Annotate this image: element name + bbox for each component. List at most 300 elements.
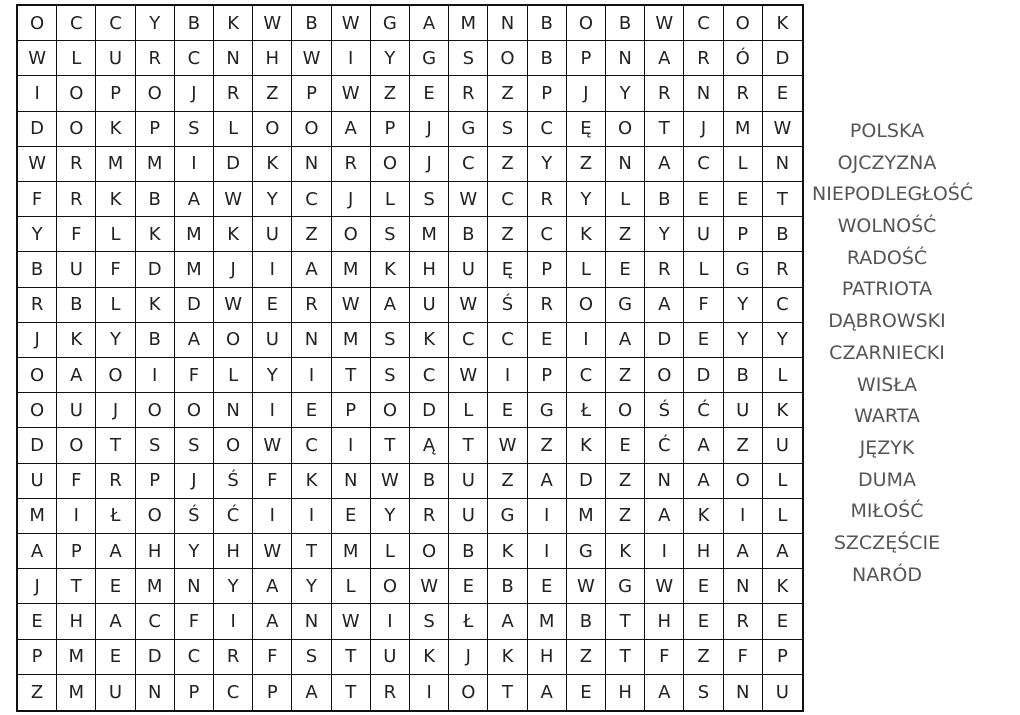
grid-cell-r1-c6[interactable]: K xyxy=(214,6,253,41)
grid-cell-r7-c10[interactable]: S xyxy=(371,217,410,252)
grid-cell-r10-c10[interactable]: S xyxy=(371,323,410,358)
grid-cell-r9-c1[interactable]: R xyxy=(18,288,57,323)
grid-cell-r19-c20[interactable]: P xyxy=(763,640,802,675)
grid-cell-r13-c19[interactable]: Z xyxy=(724,428,763,463)
grid-cell-r18-c19[interactable]: R xyxy=(724,604,763,639)
grid-cell-r1-c15[interactable]: O xyxy=(567,6,606,41)
grid-cell-r11-c16[interactable]: Z xyxy=(606,358,645,393)
grid-cell-r18-c10[interactable]: I xyxy=(371,604,410,639)
grid-cell-r2-c5[interactable]: C xyxy=(175,41,214,76)
grid-cell-r6-c17[interactable]: B xyxy=(645,182,684,217)
grid-cell-r1-c18[interactable]: C xyxy=(684,6,723,41)
grid-cell-r14-c1[interactable]: U xyxy=(18,464,57,499)
grid-cell-r6-c7[interactable]: Y xyxy=(253,182,292,217)
grid-cell-r1-c11[interactable]: A xyxy=(410,6,449,41)
grid-cell-r8-c18[interactable]: L xyxy=(684,252,723,287)
grid-cell-r5-c7[interactable]: K xyxy=(253,147,292,182)
grid-cell-r14-c15[interactable]: D xyxy=(567,464,606,499)
grid-cell-r4-c20[interactable]: W xyxy=(763,112,802,147)
grid-cell-r10-c1[interactable]: J xyxy=(18,323,57,358)
grid-cell-r11-c5[interactable]: F xyxy=(175,358,214,393)
grid-cell-r18-c20[interactable]: E xyxy=(763,604,802,639)
grid-cell-r12-c11[interactable]: D xyxy=(410,393,449,428)
grid-cell-r12-c1[interactable]: O xyxy=(18,393,57,428)
grid-cell-r4-c15[interactable]: Ę xyxy=(567,112,606,147)
grid-cell-r8-c9[interactable]: M xyxy=(332,252,371,287)
grid-cell-r16-c16[interactable]: K xyxy=(606,534,645,569)
grid-cell-r20-c11[interactable]: I xyxy=(410,675,449,710)
grid-cell-r20-c13[interactable]: T xyxy=(488,675,527,710)
grid-cell-r13-c4[interactable]: S xyxy=(136,428,175,463)
grid-cell-r19-c13[interactable]: K xyxy=(488,640,527,675)
grid-cell-r16-c2[interactable]: P xyxy=(57,534,96,569)
grid-cell-r11-c12[interactable]: W xyxy=(449,358,488,393)
grid-cell-r8-c1[interactable]: B xyxy=(18,252,57,287)
grid-cell-r4-c1[interactable]: D xyxy=(18,112,57,147)
grid-cell-r15-c5[interactable]: Ś xyxy=(175,499,214,534)
grid-cell-r17-c14[interactable]: E xyxy=(528,569,567,604)
grid-cell-r15-c15[interactable]: M xyxy=(567,499,606,534)
grid-cell-r19-c18[interactable]: Z xyxy=(684,640,723,675)
grid-cell-r13-c20[interactable]: U xyxy=(763,428,802,463)
grid-cell-r15-c11[interactable]: R xyxy=(410,499,449,534)
grid-cell-r19-c6[interactable]: R xyxy=(214,640,253,675)
grid-cell-r4-c13[interactable]: S xyxy=(488,112,527,147)
grid-cell-r20-c3[interactable]: U xyxy=(96,675,135,710)
grid-cell-r1-c16[interactable]: B xyxy=(606,6,645,41)
grid-cell-r4-c16[interactable]: O xyxy=(606,112,645,147)
grid-cell-r18-c15[interactable]: B xyxy=(567,604,606,639)
grid-cell-r11-c2[interactable]: A xyxy=(57,358,96,393)
grid-cell-r10-c8[interactable]: N xyxy=(292,323,331,358)
grid-cell-r1-c17[interactable]: W xyxy=(645,6,684,41)
grid-cell-r2-c17[interactable]: A xyxy=(645,41,684,76)
grid-cell-r4-c11[interactable]: J xyxy=(410,112,449,147)
grid-cell-r18-c6[interactable]: I xyxy=(214,604,253,639)
grid-cell-r14-c11[interactable]: B xyxy=(410,464,449,499)
grid-cell-r20-c15[interactable]: E xyxy=(567,675,606,710)
grid-cell-r15-c4[interactable]: O xyxy=(136,499,175,534)
grid-cell-r7-c19[interactable]: P xyxy=(724,217,763,252)
grid-cell-r5-c14[interactable]: Y xyxy=(528,147,567,182)
grid-cell-r3-c10[interactable]: Z xyxy=(371,76,410,111)
grid-cell-r7-c1[interactable]: Y xyxy=(18,217,57,252)
grid-cell-r16-c15[interactable]: G xyxy=(567,534,606,569)
grid-cell-r14-c4[interactable]: P xyxy=(136,464,175,499)
grid-cell-r5-c12[interactable]: C xyxy=(449,147,488,182)
grid-cell-r8-c6[interactable]: J xyxy=(214,252,253,287)
grid-cell-r6-c8[interactable]: C xyxy=(292,182,331,217)
grid-cell-r7-c2[interactable]: F xyxy=(57,217,96,252)
grid-cell-r10-c4[interactable]: B xyxy=(136,323,175,358)
grid-cell-r7-c15[interactable]: K xyxy=(567,217,606,252)
grid-cell-r15-c19[interactable]: I xyxy=(724,499,763,534)
grid-cell-r8-c3[interactable]: F xyxy=(96,252,135,287)
grid-cell-r10-c19[interactable]: Y xyxy=(724,323,763,358)
grid-cell-r12-c13[interactable]: E xyxy=(488,393,527,428)
grid-cell-r7-c7[interactable]: U xyxy=(253,217,292,252)
grid-cell-r12-c19[interactable]: U xyxy=(724,393,763,428)
grid-cell-r9-c10[interactable]: A xyxy=(371,288,410,323)
grid-cell-r8-c7[interactable]: I xyxy=(253,252,292,287)
grid-cell-r2-c13[interactable]: O xyxy=(488,41,527,76)
grid-cell-r10-c17[interactable]: D xyxy=(645,323,684,358)
grid-cell-r9-c15[interactable]: O xyxy=(567,288,606,323)
grid-cell-r18-c5[interactable]: F xyxy=(175,604,214,639)
grid-cell-r1-c8[interactable]: B xyxy=(292,6,331,41)
grid-cell-r20-c16[interactable]: H xyxy=(606,675,645,710)
grid-cell-r5-c18[interactable]: C xyxy=(684,147,723,182)
grid-cell-r20-c1[interactable]: Z xyxy=(18,675,57,710)
grid-cell-r10-c14[interactable]: E xyxy=(528,323,567,358)
grid-cell-r14-c17[interactable]: N xyxy=(645,464,684,499)
grid-cell-r18-c11[interactable]: S xyxy=(410,604,449,639)
grid-cell-r3-c14[interactable]: P xyxy=(528,76,567,111)
grid-cell-r11-c17[interactable]: O xyxy=(645,358,684,393)
grid-cell-r15-c13[interactable]: G xyxy=(488,499,527,534)
grid-cell-r13-c9[interactable]: I xyxy=(332,428,371,463)
grid-cell-r2-c3[interactable]: U xyxy=(96,41,135,76)
grid-cell-r20-c14[interactable]: A xyxy=(528,675,567,710)
grid-cell-r16-c12[interactable]: B xyxy=(449,534,488,569)
grid-cell-r9-c19[interactable]: Y xyxy=(724,288,763,323)
grid-cell-r1-c14[interactable]: B xyxy=(528,6,567,41)
grid-cell-r13-c10[interactable]: T xyxy=(371,428,410,463)
grid-cell-r18-c12[interactable]: Ł xyxy=(449,604,488,639)
grid-cell-r20-c12[interactable]: O xyxy=(449,675,488,710)
grid-cell-r6-c3[interactable]: K xyxy=(96,182,135,217)
grid-cell-r9-c17[interactable]: A xyxy=(645,288,684,323)
grid-cell-r20-c2[interactable]: M xyxy=(57,675,96,710)
grid-cell-r4-c7[interactable]: O xyxy=(253,112,292,147)
grid-cell-r19-c7[interactable]: F xyxy=(253,640,292,675)
grid-cell-r10-c7[interactable]: U xyxy=(253,323,292,358)
grid-cell-r2-c7[interactable]: H xyxy=(253,41,292,76)
grid-cell-r7-c12[interactable]: B xyxy=(449,217,488,252)
grid-cell-r13-c8[interactable]: C xyxy=(292,428,331,463)
grid-cell-r12-c15[interactable]: Ł xyxy=(567,393,606,428)
grid-cell-r19-c2[interactable]: M xyxy=(57,640,96,675)
grid-cell-r4-c17[interactable]: T xyxy=(645,112,684,147)
grid-cell-r12-c6[interactable]: N xyxy=(214,393,253,428)
grid-cell-r16-c17[interactable]: I xyxy=(645,534,684,569)
grid-cell-r2-c10[interactable]: Y xyxy=(371,41,410,76)
grid-cell-r1-c13[interactable]: N xyxy=(488,6,527,41)
grid-cell-r8-c11[interactable]: H xyxy=(410,252,449,287)
grid-cell-r11-c10[interactable]: S xyxy=(371,358,410,393)
grid-cell-r19-c1[interactable]: P xyxy=(18,640,57,675)
grid-cell-r2-c14[interactable]: B xyxy=(528,41,567,76)
grid-cell-r19-c8[interactable]: S xyxy=(292,640,331,675)
grid-cell-r18-c2[interactable]: H xyxy=(57,604,96,639)
grid-cell-r9-c18[interactable]: F xyxy=(684,288,723,323)
grid-cell-r7-c14[interactable]: C xyxy=(528,217,567,252)
grid-cell-r12-c16[interactable]: O xyxy=(606,393,645,428)
grid-cell-r6-c5[interactable]: A xyxy=(175,182,214,217)
grid-cell-r12-c17[interactable]: Ś xyxy=(645,393,684,428)
grid-cell-r13-c16[interactable]: E xyxy=(606,428,645,463)
grid-cell-r3-c16[interactable]: Y xyxy=(606,76,645,111)
grid-cell-r4-c8[interactable]: O xyxy=(292,112,331,147)
grid-cell-r14-c5[interactable]: J xyxy=(175,464,214,499)
grid-cell-r14-c7[interactable]: F xyxy=(253,464,292,499)
grid-cell-r8-c4[interactable]: D xyxy=(136,252,175,287)
grid-cell-r6-c6[interactable]: W xyxy=(214,182,253,217)
grid-cell-r20-c9[interactable]: T xyxy=(332,675,371,710)
grid-cell-r19-c11[interactable]: K xyxy=(410,640,449,675)
grid-cell-r16-c1[interactable]: A xyxy=(18,534,57,569)
grid-cell-r2-c16[interactable]: N xyxy=(606,41,645,76)
grid-cell-r10-c16[interactable]: A xyxy=(606,323,645,358)
grid-cell-r12-c10[interactable]: O xyxy=(371,393,410,428)
grid-cell-r11-c4[interactable]: I xyxy=(136,358,175,393)
grid-cell-r9-c6[interactable]: W xyxy=(214,288,253,323)
grid-cell-r3-c7[interactable]: Z xyxy=(253,76,292,111)
grid-cell-r17-c1[interactable]: J xyxy=(18,569,57,604)
grid-cell-r15-c14[interactable]: I xyxy=(528,499,567,534)
grid-cell-r6-c14[interactable]: R xyxy=(528,182,567,217)
grid-cell-r18-c9[interactable]: W xyxy=(332,604,371,639)
grid-cell-r7-c9[interactable]: O xyxy=(332,217,371,252)
grid-cell-r9-c5[interactable]: D xyxy=(175,288,214,323)
grid-cell-r3-c2[interactable]: O xyxy=(57,76,96,111)
grid-cell-r4-c14[interactable]: C xyxy=(528,112,567,147)
grid-cell-r9-c2[interactable]: B xyxy=(57,288,96,323)
grid-cell-r19-c19[interactable]: F xyxy=(724,640,763,675)
grid-cell-r5-c3[interactable]: M xyxy=(96,147,135,182)
grid-cell-r8-c15[interactable]: L xyxy=(567,252,606,287)
grid-cell-r6-c18[interactable]: E xyxy=(684,182,723,217)
grid-cell-r14-c20[interactable]: L xyxy=(763,464,802,499)
grid-cell-r18-c14[interactable]: M xyxy=(528,604,567,639)
grid-cell-r10-c3[interactable]: Y xyxy=(96,323,135,358)
grid-cell-r11-c15[interactable]: C xyxy=(567,358,606,393)
grid-cell-r17-c8[interactable]: Y xyxy=(292,569,331,604)
grid-cell-r2-c18[interactable]: R xyxy=(684,41,723,76)
grid-cell-r4-c9[interactable]: A xyxy=(332,112,371,147)
grid-cell-r5-c5[interactable]: I xyxy=(175,147,214,182)
grid-cell-r14-c19[interactable]: O xyxy=(724,464,763,499)
grid-cell-r14-c3[interactable]: R xyxy=(96,464,135,499)
grid-cell-r16-c7[interactable]: W xyxy=(253,534,292,569)
grid-cell-r9-c7[interactable]: E xyxy=(253,288,292,323)
grid-cell-r5-c9[interactable]: R xyxy=(332,147,371,182)
grid-cell-r3-c5[interactable]: J xyxy=(175,76,214,111)
grid-cell-r11-c1[interactable]: O xyxy=(18,358,57,393)
grid-cell-r8-c5[interactable]: M xyxy=(175,252,214,287)
grid-cell-r1-c12[interactable]: M xyxy=(449,6,488,41)
grid-cell-r14-c2[interactable]: F xyxy=(57,464,96,499)
grid-cell-r16-c4[interactable]: H xyxy=(136,534,175,569)
grid-cell-r15-c8[interactable]: I xyxy=(292,499,331,534)
grid-cell-r3-c6[interactable]: R xyxy=(214,76,253,111)
grid-cell-r17-c15[interactable]: W xyxy=(567,569,606,604)
grid-cell-r19-c14[interactable]: H xyxy=(528,640,567,675)
grid-cell-r7-c20[interactable]: B xyxy=(763,217,802,252)
grid-cell-r15-c6[interactable]: Ć xyxy=(214,499,253,534)
grid-cell-r17-c4[interactable]: M xyxy=(136,569,175,604)
grid-cell-r11-c13[interactable]: I xyxy=(488,358,527,393)
grid-cell-r15-c9[interactable]: E xyxy=(332,499,371,534)
grid-cell-r6-c1[interactable]: F xyxy=(18,182,57,217)
grid-cell-r9-c14[interactable]: R xyxy=(528,288,567,323)
grid-cell-r17-c2[interactable]: T xyxy=(57,569,96,604)
grid-cell-r19-c16[interactable]: T xyxy=(606,640,645,675)
grid-cell-r10-c2[interactable]: K xyxy=(57,323,96,358)
grid-cell-r14-c10[interactable]: W xyxy=(371,464,410,499)
grid-cell-r12-c3[interactable]: J xyxy=(96,393,135,428)
grid-cell-r11-c14[interactable]: P xyxy=(528,358,567,393)
grid-cell-r7-c4[interactable]: K xyxy=(136,217,175,252)
grid-cell-r2-c11[interactable]: G xyxy=(410,41,449,76)
grid-cell-r18-c8[interactable]: N xyxy=(292,604,331,639)
grid-cell-r12-c12[interactable]: L xyxy=(449,393,488,428)
grid-cell-r14-c8[interactable]: K xyxy=(292,464,331,499)
grid-cell-r2-c1[interactable]: W xyxy=(18,41,57,76)
grid-cell-r19-c17[interactable]: F xyxy=(645,640,684,675)
grid-cell-r5-c20[interactable]: N xyxy=(763,147,802,182)
grid-cell-r18-c16[interactable]: T xyxy=(606,604,645,639)
grid-cell-r6-c13[interactable]: C xyxy=(488,182,527,217)
grid-cell-r13-c12[interactable]: T xyxy=(449,428,488,463)
grid-cell-r7-c17[interactable]: Y xyxy=(645,217,684,252)
grid-cell-r15-c20[interactable]: L xyxy=(763,499,802,534)
grid-cell-r2-c8[interactable]: W xyxy=(292,41,331,76)
grid-cell-r12-c2[interactable]: U xyxy=(57,393,96,428)
grid-cell-r5-c2[interactable]: R xyxy=(57,147,96,182)
grid-cell-r6-c16[interactable]: L xyxy=(606,182,645,217)
grid-cell-r15-c1[interactable]: M xyxy=(18,499,57,534)
grid-cell-r10-c12[interactable]: C xyxy=(449,323,488,358)
grid-cell-r3-c17[interactable]: R xyxy=(645,76,684,111)
grid-cell-r3-c12[interactable]: R xyxy=(449,76,488,111)
grid-cell-r5-c6[interactable]: D xyxy=(214,147,253,182)
grid-cell-r12-c14[interactable]: G xyxy=(528,393,567,428)
grid-cell-r13-c2[interactable]: O xyxy=(57,428,96,463)
grid-cell-r9-c8[interactable]: R xyxy=(292,288,331,323)
grid-cell-r9-c9[interactable]: W xyxy=(332,288,371,323)
grid-cell-r14-c14[interactable]: A xyxy=(528,464,567,499)
grid-cell-r15-c12[interactable]: U xyxy=(449,499,488,534)
grid-cell-r1-c19[interactable]: O xyxy=(724,6,763,41)
grid-cell-r19-c4[interactable]: D xyxy=(136,640,175,675)
grid-cell-r15-c7[interactable]: I xyxy=(253,499,292,534)
grid-cell-r8-c16[interactable]: E xyxy=(606,252,645,287)
grid-cell-r7-c8[interactable]: Z xyxy=(292,217,331,252)
grid-cell-r17-c20[interactable]: K xyxy=(763,569,802,604)
grid-cell-r7-c16[interactable]: Z xyxy=(606,217,645,252)
grid-cell-r8-c19[interactable]: G xyxy=(724,252,763,287)
grid-cell-r12-c5[interactable]: O xyxy=(175,393,214,428)
grid-cell-r13-c13[interactable]: W xyxy=(488,428,527,463)
grid-cell-r2-c20[interactable]: D xyxy=(763,41,802,76)
grid-cell-r4-c12[interactable]: G xyxy=(449,112,488,147)
grid-cell-r10-c5[interactable]: A xyxy=(175,323,214,358)
grid-cell-r11-c18[interactable]: D xyxy=(684,358,723,393)
grid-cell-r15-c16[interactable]: Z xyxy=(606,499,645,534)
grid-cell-r1-c4[interactable]: Y xyxy=(136,6,175,41)
grid-cell-r6-c9[interactable]: J xyxy=(332,182,371,217)
grid-cell-r3-c8[interactable]: P xyxy=(292,76,331,111)
grid-cell-r11-c19[interactable]: B xyxy=(724,358,763,393)
grid-cell-r18-c3[interactable]: A xyxy=(96,604,135,639)
grid-cell-r10-c13[interactable]: C xyxy=(488,323,527,358)
grid-cell-r15-c3[interactable]: Ł xyxy=(96,499,135,534)
grid-cell-r5-c16[interactable]: N xyxy=(606,147,645,182)
grid-cell-r10-c9[interactable]: M xyxy=(332,323,371,358)
grid-cell-r3-c1[interactable]: I xyxy=(18,76,57,111)
grid-cell-r20-c10[interactable]: R xyxy=(371,675,410,710)
grid-cell-r1-c2[interactable]: C xyxy=(57,6,96,41)
grid-cell-r15-c18[interactable]: K xyxy=(684,499,723,534)
grid-cell-r6-c4[interactable]: B xyxy=(136,182,175,217)
grid-cell-r18-c7[interactable]: A xyxy=(253,604,292,639)
grid-cell-r17-c7[interactable]: A xyxy=(253,569,292,604)
grid-cell-r20-c19[interactable]: N xyxy=(724,675,763,710)
grid-cell-r6-c11[interactable]: S xyxy=(410,182,449,217)
grid-cell-r3-c20[interactable]: E xyxy=(763,76,802,111)
grid-cell-r3-c3[interactable]: P xyxy=(96,76,135,111)
grid-cell-r14-c6[interactable]: Ś xyxy=(214,464,253,499)
grid-cell-r12-c9[interactable]: P xyxy=(332,393,371,428)
grid-cell-r20-c5[interactable]: P xyxy=(175,675,214,710)
grid-cell-r1-c1[interactable]: O xyxy=(18,6,57,41)
grid-cell-r2-c19[interactable]: Ó xyxy=(724,41,763,76)
grid-cell-r20-c7[interactable]: P xyxy=(253,675,292,710)
grid-cell-r5-c13[interactable]: Z xyxy=(488,147,527,182)
grid-cell-r19-c3[interactable]: E xyxy=(96,640,135,675)
grid-cell-r7-c5[interactable]: M xyxy=(175,217,214,252)
grid-cell-r2-c15[interactable]: P xyxy=(567,41,606,76)
grid-cell-r18-c4[interactable]: C xyxy=(136,604,175,639)
grid-cell-r4-c4[interactable]: P xyxy=(136,112,175,147)
grid-cell-r12-c4[interactable]: O xyxy=(136,393,175,428)
grid-cell-r15-c10[interactable]: Y xyxy=(371,499,410,534)
grid-cell-r16-c6[interactable]: H xyxy=(214,534,253,569)
grid-cell-r13-c6[interactable]: O xyxy=(214,428,253,463)
grid-cell-r2-c4[interactable]: R xyxy=(136,41,175,76)
grid-cell-r1-c3[interactable]: C xyxy=(96,6,135,41)
grid-cell-r11-c20[interactable]: L xyxy=(763,358,802,393)
grid-cell-r5-c11[interactable]: J xyxy=(410,147,449,182)
grid-cell-r8-c2[interactable]: U xyxy=(57,252,96,287)
grid-cell-r8-c13[interactable]: Ę xyxy=(488,252,527,287)
grid-cell-r4-c5[interactable]: S xyxy=(175,112,214,147)
grid-cell-r14-c13[interactable]: Z xyxy=(488,464,527,499)
grid-cell-r15-c17[interactable]: A xyxy=(645,499,684,534)
grid-cell-r6-c10[interactable]: L xyxy=(371,182,410,217)
grid-cell-r3-c13[interactable]: Z xyxy=(488,76,527,111)
grid-cell-r13-c14[interactable]: Z xyxy=(528,428,567,463)
grid-cell-r9-c16[interactable]: G xyxy=(606,288,645,323)
grid-cell-r13-c7[interactable]: W xyxy=(253,428,292,463)
grid-cell-r6-c19[interactable]: E xyxy=(724,182,763,217)
grid-cell-r16-c11[interactable]: O xyxy=(410,534,449,569)
grid-cell-r18-c17[interactable]: H xyxy=(645,604,684,639)
grid-cell-r17-c9[interactable]: L xyxy=(332,569,371,604)
grid-cell-r3-c9[interactable]: W xyxy=(332,76,371,111)
grid-cell-r1-c9[interactable]: W xyxy=(332,6,371,41)
grid-cell-r13-c18[interactable]: A xyxy=(684,428,723,463)
grid-cell-r10-c15[interactable]: I xyxy=(567,323,606,358)
grid-cell-r10-c11[interactable]: K xyxy=(410,323,449,358)
grid-cell-r13-c3[interactable]: T xyxy=(96,428,135,463)
grid-cell-r13-c5[interactable]: S xyxy=(175,428,214,463)
grid-cell-r12-c7[interactable]: I xyxy=(253,393,292,428)
grid-cell-r20-c18[interactable]: S xyxy=(684,675,723,710)
grid-cell-r17-c6[interactable]: Y xyxy=(214,569,253,604)
grid-cell-r5-c19[interactable]: L xyxy=(724,147,763,182)
